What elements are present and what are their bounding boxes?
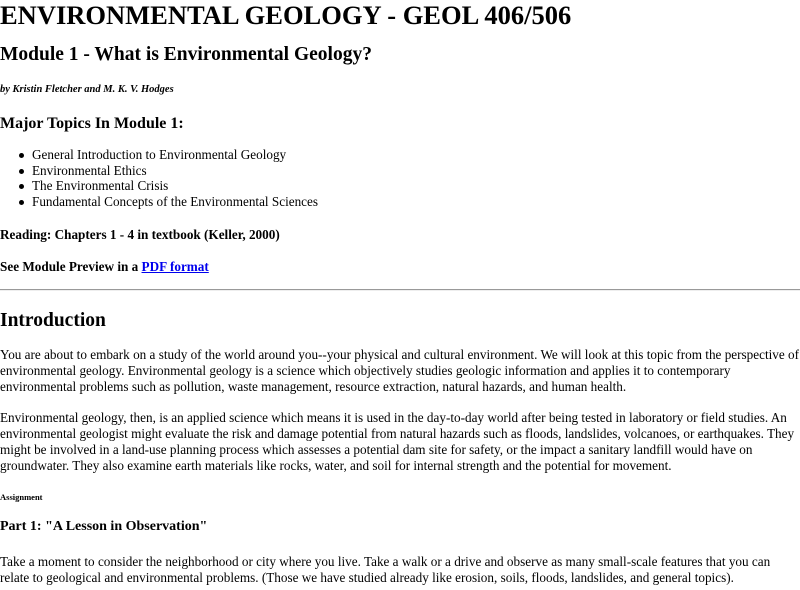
pdf-format-link[interactable]: PDF format <box>141 259 209 274</box>
list-item: Environmental Ethics <box>0 163 318 179</box>
topics-list <box>0 147 318 209</box>
list-item: The Environmental Crisis <box>0 178 318 194</box>
list-item: General Introduction to Environmental Geology <box>0 147 318 163</box>
topics-heading: Major Topics In Module 1: <box>0 115 184 132</box>
module-title: Module 1 - What is Environmental Geology? <box>0 44 372 65</box>
reading-assignment: Reading: Chapters 1 - 4 in textbook (Keller, 2000) <box>0 227 280 242</box>
module-preview <box>0 259 209 275</box>
assignment-label: Assignment <box>0 492 43 502</box>
intro-paragraph-2: Environmental geology, then, is an applied science which means it is used in the day-to-day world after being tested in laboratory or field studies. An environmental geologist might evaluate the risk and damage potential from natural hazards such as floods, landslides, volcanoes, or earthquakes. They might be involved in a land-use planning process which assesses a potential dam site for safety, or the impact a sanitary landfill would have on groundwater. They also examine earth materials like rocks, water, and soil for internal strength and the potential for movement. <box>0 410 795 473</box>
list-item: Fundamental Concepts of the Environmental Sciences <box>0 194 318 210</box>
divider <box>0 289 800 291</box>
preview-prefix: See Module Preview in a <box>0 259 142 274</box>
byline: by Kristin Fletcher and M. K. V. Hodges <box>0 84 174 95</box>
intro-paragraph-1: You are about to embark on a study of the world around you--your physical and cultural environment. We will look at this topic from the perspective of environmental geology. Environmental geology is a science which objectively studies geologic information and applies it to contemporary environmental problems such as pollution, waste management, resource extraction, natural hazards, and human health. <box>0 347 800 394</box>
introduction-heading: Introduction <box>0 310 106 331</box>
part-1-heading: Part 1: "A Lesson in Observation" <box>0 519 208 534</box>
page-title: ENVIRONMENTAL GEOLOGY - GEOL 406/506 <box>0 0 572 30</box>
assignment-paragraph: Take a moment to consider the neighborhood or city where you live. Take a walk or a drive and observe as many small-scale features that you can relate to geological and environmental problems. (Those we have studied already like erosion, soils, floods, landslides, and general topics). <box>0 554 771 585</box>
